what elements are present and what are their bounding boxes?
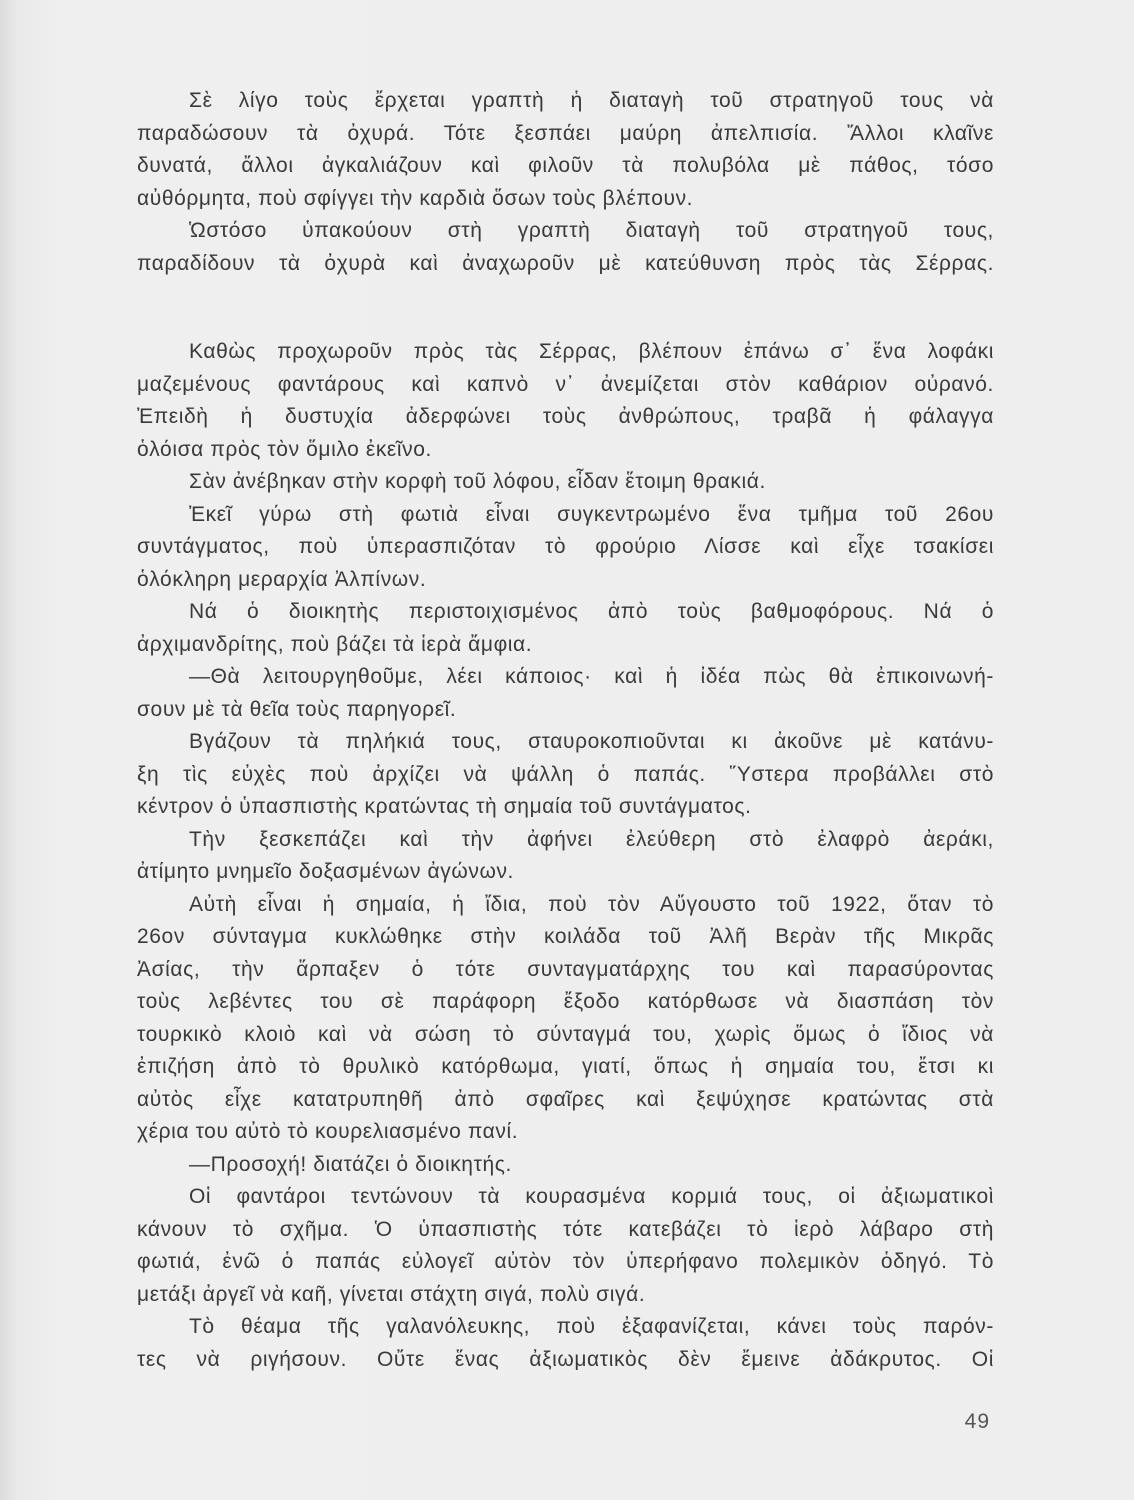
text-line: Βγάζουν τὰ πηλήκιά τους, σταυροκοπιοῦνται κι ἀκοῦνε μὲ κατάνυ- bbox=[189, 730, 994, 753]
text-line: μετάξι ἀργεῖ νὰ καῆ, γίνεται στάχτη σιγά, πολὺ σιγά. bbox=[137, 1282, 646, 1306]
text-line: Ὡστόσο ὑπακούουν στὴ γραπτὴ διαταγὴ τοῦ στρατηγοῦ τους, bbox=[189, 219, 994, 242]
text-line: 26ον σύνταγμα κυκλώθηκε στὴν κοιλάδα τοῦ Ἀλῆ Βερὰν τῆς Μικρᾶς bbox=[137, 925, 994, 948]
text-line: Καθὼς προχωροῦν πρὸς τὰς Σέρρας, βλέπουν ἐπάνω σ᾽ ἕνα λοφάκι bbox=[189, 340, 994, 363]
text-line: χέρια του αὐτὸ τὸ κουρελιασμένο πανί. bbox=[137, 1120, 519, 1143]
text-line: δυνατά, ἄλλοι ἀγκαλιάζουν καὶ φιλοῦν τὰ πολυβόλα μὲ πάθος, τόσο bbox=[137, 154, 994, 177]
text-line: Σὲ λίγο τοὺς ἔρχεται γραπτὴ ἡ διαταγὴ τοῦ στρατηγοῦ τους νὰ bbox=[189, 89, 994, 112]
paragraph-block-1 bbox=[137, 85, 994, 280]
text-line: ὁλόκληρη μεραρχία Ἀλπίνων. bbox=[137, 567, 427, 591]
text-line: συντάγματος, ποὺ ὑπερασπιζόταν τὸ φρούριο Λίσσε καὶ εἶχε τσακίσει bbox=[137, 535, 994, 558]
text-line: αὐθόρμητα, ποὺ σφίγγει τὴν καρδιὰ ὅσων τοὺς βλέπουν. bbox=[137, 186, 694, 210]
text-line: Οἱ φαντάροι τεντώνουν τὰ κουρασμένα κορμιά τους, οἱ ἀξιωματικοὶ bbox=[189, 1185, 994, 1208]
text-line: τοὺς λεβέντες του σὲ παράφορη ἔξοδο κατόρθωσε νὰ διασπάση τὸν bbox=[137, 990, 994, 1013]
text-line: ἐπιζήση ἀπὸ τὸ θρυλικὸ κατόρθωμα, γιατί, ὅπως ἡ σημαία του, ἔτσι κι bbox=[137, 1055, 994, 1078]
text-line: —Προσοχή! διατάζει ὁ διοικητής. bbox=[189, 1152, 512, 1176]
paragraph-block-2 bbox=[137, 336, 994, 1376]
text-line: παραδώσουν τὰ ὀχυρά. Τότε ξεσπάει μαύρη ἀπελπισία. Ἄλλοι κλαῖνε bbox=[137, 121, 994, 145]
text-line: ξη τὶς εὐχὲς ποὺ ἀρχίζει νὰ ψάλλη ὁ παπάς. Ὕστερα προβάλλει στὸ bbox=[137, 762, 994, 786]
text-line: σουν μὲ τὰ θεῖα τοὺς παρηγορεῖ. bbox=[137, 697, 457, 721]
text-line: —Θὰ λειτουργηθοῦμε, λέει κάποιος· καὶ ἡ ἰδέα πὼς θὰ ἐπικοινωνή- bbox=[189, 665, 994, 688]
text-line: αὐτὸς εἶχε κατατρυπηθῆ ἀπὸ σφαῖρες καὶ ξεψύχησε κρατώντας στὰ bbox=[137, 1087, 994, 1111]
text-line: φωτιά, ἐνῶ ὁ παπάς εὐλογεῖ αὐτὸν τὸν ὑπερήφανο πολεμικὸν ὁδηγό. Τὸ bbox=[137, 1250, 994, 1273]
text-line: τες νὰ ριγήσουν. Οὔτε ἕνας ἀξιωματικὸς δὲν ἔμεινε ἀδάκρυτος. Οἱ bbox=[137, 1347, 994, 1371]
text-line: κάνουν τὸ σχῆμα. Ὁ ὑπασπιστὴς τότε κατεβάζει τὸ ἱερὸ λάβαρο στὴ bbox=[137, 1217, 994, 1241]
text-line: Σὰν ἀνέβηκαν στὴν κορφὴ τοῦ λόφου, εἶδαν ἕτοιμη θρακιά. bbox=[189, 470, 766, 493]
text-line: ἀτίμητο μνημεῖο δοξασμένων ἀγώνων. bbox=[137, 860, 514, 883]
text-line: ἀρχιμανδρίτης, ποὺ βάζει τὰ ἱερὰ ἄμφια. bbox=[137, 632, 533, 656]
text-line: παραδίδουν τὰ ὀχυρὰ καὶ ἀναχωροῦν μὲ κατεύθυνση πρὸς τὰς Σέρρας. bbox=[137, 251, 994, 275]
text-line: τουρκικὸ κλοιὸ καὶ νὰ σώση τὸ σύνταγμά του, χωρὶς ὅμως ὁ ἴδιος νὰ bbox=[137, 1022, 994, 1046]
text-line: μαζεμένους φαντάρους καὶ καπνὸ ν᾽ ἀνεμίζεται στὸν καθάριον οὐρανό. bbox=[137, 372, 994, 396]
text-line: Ἐκεῖ γύρω στὴ φωτιὰ εἶναι συγκεντρωμένο ἕνα τμῆμα τοῦ 26ου bbox=[189, 502, 994, 526]
text-line: Ἀσίας, τὴν ἅρπαξεν ὁ τότε συνταγματάρχης του καὶ παρασύροντας bbox=[137, 957, 994, 981]
text-line: ὁλόισα πρὸς τὸν ὅμιλο ἐκεῖνο. bbox=[137, 437, 432, 461]
page-number: 49 bbox=[964, 1410, 990, 1433]
text-line: Αὐτὴ εἶναι ἡ σημαία, ἡ ἴδια, ποὺ τὸν Αὔγουστο τοῦ 1922, ὅταν τὸ bbox=[189, 892, 994, 916]
text-line: Νά ὁ διοικητὴς περιστοιχισμένος ἀπὸ τοὺς βαθμοφόρους. Νά ὁ bbox=[189, 600, 994, 623]
text-line: Ἐπειδὴ ἡ δυστυχία ἀδερφώνει τοὺς ἀνθρώπους, τραβᾶ ἡ φάλαγγα bbox=[137, 405, 994, 428]
text-line: κέντρον ὁ ὑπασπιστὴς κρατώντας τὴ σημαία τοῦ συντάγματος. bbox=[137, 795, 752, 818]
text-line: Τὸ θέαμα τῆς γαλανόλευκης, ποὺ ἐξαφανίζεται, κάνει τοὺς παρόν- bbox=[189, 1315, 994, 1338]
text-line: Τὴν ξεσκεπάζει καὶ τὴν ἀφήνει ἐλεύθερη στὸ ἐλαφρὸ ἀεράκι, bbox=[189, 827, 994, 851]
